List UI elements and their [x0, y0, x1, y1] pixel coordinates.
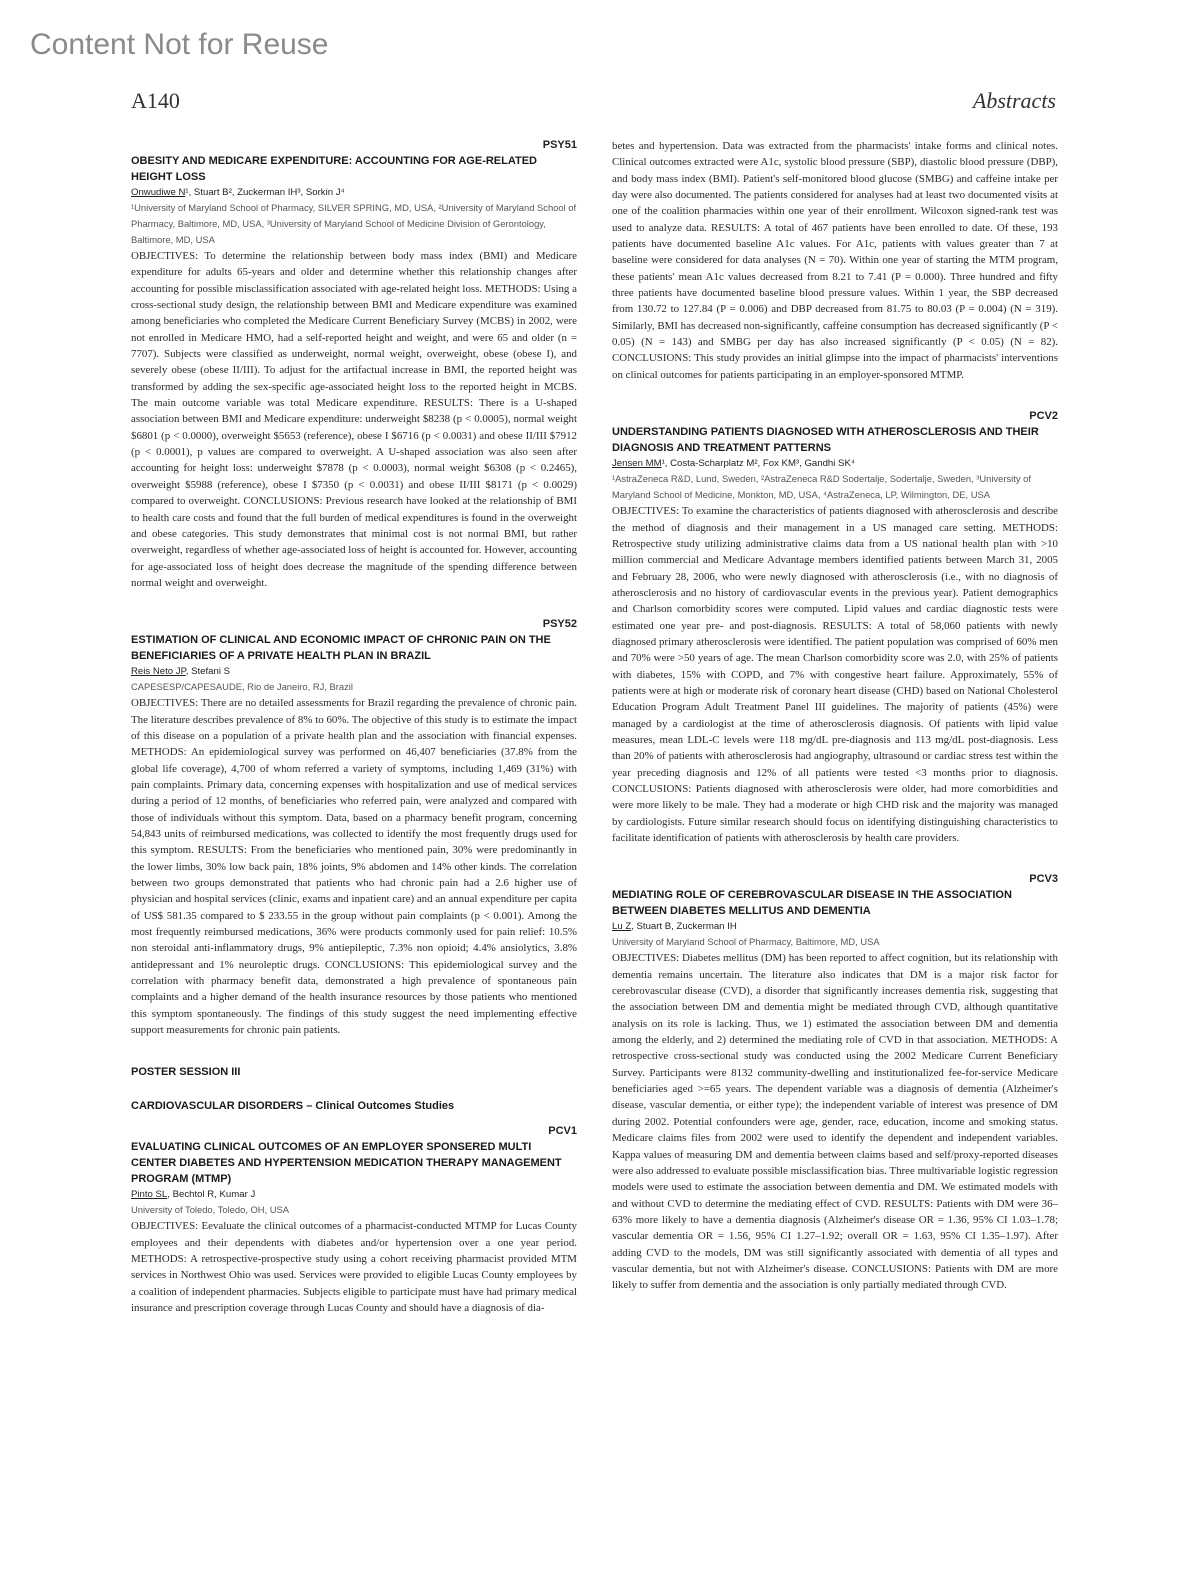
co-authors: ¹, Stuart B², Zuckerman IH³, Sorkin J⁴	[185, 187, 345, 198]
co-authors: ¹, Costa-Scharplatz M², Fox KM³, Gandhi SK⁴	[661, 458, 855, 470]
left-column	[131, 138, 577, 1317]
co-authors: , Stefani S	[185, 666, 231, 678]
abstract-body: OBJECTIVES: There are no detailed assessments for Brazil regarding the prevalence of chronic pain. The literature describes prevalence of 8% to 60%. The objective of this study is to estimate the impact of this disease on a population of a private health plan and the association with financial expenses. METHODS: An epidemiological survey was performed on 46,407 beneficiaries (37.8% from the global life coverage), 4,700 of whom referred a variety of symptoms, including 1,469 (31%) with pain complaints. Primary data, concerning expenses with hospitalization and use of medical services during a period of 12 months, of beneficiaries who referred pain, were analyzed and compared with those of individuals without this symptom. Data, based on a pharmacy benefit program, concerning 54,843 units of reimbursed medications, was collected to identify the most frequently drugs used for this symptom. RESULTS: From the beneficiaries who mentioned pain, 30% were predominantly in the lower limbs, 30% low back pain, 18% joints, 9% abdomen and 14% other kinds. The correlation between two groups demonstrated that patients who had chronic pain had a 2.6 higher use of physician and hospital services (clinic, exams and inpatient care) and an annual expenditure per capita of US$ 581.35 compared to $ 233.55 in the group without pain complaints (p < 0.001). Among the most frequently reimbursed medications, 36% were products commonly used for pain relief: 10.5% non steroidal anti-inflammatory drugs, 9% antiepileptic, 7.3% non opioid; 4.4% ansiolytics, 3.8% antidepressant and 1% neuroleptic drugs. CONCLUSIONS: This epidemiological survey and the correlation with pharmacy benefit data, demonstrated a high prevalence of spontaneous pain complaints and a higher demand of the health insurance resources by those patients who mentioned this symptom spontaneously. The findings of this study suggest the need implementing effective support measurements for chronic pain patients.	[131, 697, 577, 1037]
abstract-body: OBJECTIVES: To examine the characteristics of patients diagnosed with atherosclerosis and describe the method of diagnosis and their management in a US managed care setting. METHODS: Retrospective study utilizing administrative claims data from a US national health plan with >10 million commercial and Medicare Advantage members identified patients between March 31, 2005 and February 28, 2006, who were newly diagnosed with atherosclerosis (i.e., with no diagnosis of atherosclerosis and no history of cardiovascular events in the previous year). Patient demographics and Charlson comorbidity scores were computed. Lipid values and cardiac diagnostic tests were estimated one year pre- and post-diagnosis. RESULTS: A total of 58,060 patients with newly diagnosed primary atherosclerosis were identified. The patient population was comprised of 60% men and 70% were >50 years of age. The mean Charlson comorbidity score was 2.0, with 25% of patients with diabetes, 15% with COPD, and 7% with congestive heart failure. Approximately, 55% of patients were at high or moderate risk of coronary heart disease (CHD) based on National Cholesterol Education Program Adult Treatment Panel III guidelines. The majority of patients (45%) were managed by a cardiologist at the time of atherosclerosis diagnosis. Of patients with lipid value measures, mean LDL-C levels were 118 mg/dL pre-diagnosis and 113 mg/dL post-diagnosis. Less than 20% of patients with atherosclerosis had angiography, ultrasound or cardiac stress test within the year preceding diagnosis and 12% of all patients were tested <3 months prior to diagnosis. CONCLUSIONS: Patients diagnosed with atherosclerosis were older, had more comorbidities and were more likely to be male. They had a moderate or high CHD risk and the majority was managed by cardiologists. Future similar research should focus on identifying distinguishing characteristics to facilitate identification of patients with atherosclerosis by health care providers.	[612, 505, 1058, 845]
abstract-psy52	[131, 617, 577, 1038]
abstract-authors	[612, 456, 1058, 471]
session-heading: POSTER SESSION III	[131, 1066, 241, 1079]
abstract-code: PCV3	[1029, 873, 1058, 886]
abstract-affiliations: University of Toledo, Toledo, OH, USA	[131, 1204, 290, 1216]
abstract-title: OBESITY AND MEDICARE EXPENDITURE: ACCOUNTING FOR AGE-RELATED HEIGHT LOSS	[131, 155, 537, 183]
abstract-code: PCV1	[548, 1125, 577, 1138]
abstract-body: OBJECTIVES: Diabetes mellitus (DM) has been reported to affect cognition, but its relationship with dementia remains uncertain. The literature also indicates that DM is a major risk factor for cerebrovascular disease (CVD), a disorder that significantly increases dementia risk, suggesting that the association between DM and dementia might be mediated through CVD, although quantitative analysis on its role is lacking. Thus, we 1) estimated the association between DM and dementia among the elderly, and 2) determined the mediating role of CVD in that association. METHODS: A retrospective cross-sectional study was conducted using the 2002 Medicare Current Beneficiary Survey. Participants were 8132 community-dwelling and institutionalized fee-for-service Medicare beneficiaries aged >=65 years. The dependent variable was a diagnosis of dementia (Alzheimer's disease, vascular dementia, or either type); the independent variable of interest was presence of DM during 2002. Potential confounders were age, gender, race, education, income and smoking status. Medicare claims files from 2002 were used to identify the dependent and independent variables. Kappa values of measuring DM and dementia between claims based and self/proxy-reported diseases were also addressed to evaluate possible misclassification bias. Three multivariable logistic regression models were used to estimate the association between dementia and DM. We estimated models with and without CVD to determine the mediating effect of CVD. RESULTS: Patients with DM were 36–63% more likely to have a dementia diagnosis (Alzheimer's disease OR = 1.36, 95% CI 1.03–1.78; vascular dementia OR = 1.56, 95% CI 1.27–1.92; overall OR = 1.63, 95% CI 1.35–1.97). After adding CVD to the models, DM was still significantly associated with dementia of all types and vascular dementia, but not with Alzheimer's disease. CONCLUSIONS: Patients with DM are more likely to suffer from dementia and the association is only partially mediated through CVD.	[612, 952, 1058, 1292]
presenting-author: Onwudiwe N	[131, 187, 186, 198]
abstract-title: EVALUATING CLINICAL OUTCOMES OF AN EMPLOYER SPONSERED MULTI CENTER DIABETES AND HYPERTENSION MEDICATION THERAPY MANAGEMENT PROGRAM (MTMP)	[131, 1141, 562, 1186]
abstract-code: PCV2	[1029, 410, 1058, 423]
abstract-pcv3	[612, 872, 1058, 1293]
co-authors: , Stuart B, Zuckerman IH	[631, 921, 737, 933]
abstract-title: ESTIMATION OF CLINICAL AND ECONOMIC IMPACT OF CHRONIC PAIN ON THE BENEFICIARIES OF A PRIVATE HEALTH PLAN IN BRAZIL	[131, 634, 551, 663]
abstract-pcv1	[131, 1124, 577, 1316]
category-heading: CARDIOVASCULAR DISORDERS – Clinical Outcomes Studies	[131, 1100, 455, 1113]
abstract-body: OBJECTIVES: Eevaluate the clinical outcomes of a pharmacist-conducted MTMP for Lucas County employees and their dependents with diabetes and/or hypertension over a one year period. METHODS: A retrospective-prospective study using a cohort receiving pharmacist provided MTM services in Northwest Ohio was used. Services were provided to eligible Lucas County employees by a coalition of independent pharmacies. Subjects eligible to participate must have had primary medical insurance and prescription coverage through Lucas County and should have a diagnosis of dia-	[131, 1220, 577, 1315]
page-number: A140	[131, 88, 180, 113]
presenting-author: Lu Z	[612, 921, 632, 933]
abstract-authors	[131, 664, 577, 679]
abstract-title: MEDIATING ROLE OF CEREBROVASCULAR DISEASE IN THE ASSOCIATION BETWEEN DIABETES MELLITUS AND DEMENTIA	[612, 889, 1012, 918]
abstract-body: OBJECTIVES: To determine the relationship between body mass index (BMI) and Medicare expenditure for adults 65-years and older and determine whether this relationship changes after accounting for possible misclassification associated with age-related height loss. METHODS: Using a cross-sectional study design, the relationship between BMI and Medicare expenditure was examined among beneficiaries who completed the Medicare Current Beneficiary Survey (MCBS) in 2002, were not enrolled in Medicare HMO, had a self-reported height and weight, and were 65 and older (n = 7707). Subjects were classified as underweight, normal weight, overweight, obese (obese I), and severely obese (obese II/III). To adjust for the artifactual increase in BMI, the reported height was transformed by adding the sex-specific age-associated height loss to the reported height in MCBS. The main outcome variable was total Medicare expenditure. RESULTS: There is a U-shaped association between BMI and Medicare expenditure: underweight $8238 (p < 0.0005), normal weight $6801 (p < 0.0000), overweight $5653 (reference), obese I $6716 (p < 0.0031) and obese II/III $7912 (p < 0.0001), p values are compared to overweight. A U-shaped association was also seen after accounting for height loss: underweight $7878 (p < 0.0003), normal weight $6308 (p < 0.2465), overweight $5988 (reference), obese I $7350 (p < 0.0031) and obese II/III $8171 (p < 0.0029) compared to overweight. CONCLUSIONS: Previous research have looked at the relationship of BMI to health care costs and found that the full burden of medical expenditures is found in the overweight and obese categories. This study demonstrates that minimal cost is not normal BMI, but rather overweight, regardless of whether age-associated loss of height is accounted for. However, accounting for age-associated loss of height does decrease the magnitude of the spending difference between normal weight and overweight.	[131, 250, 577, 589]
abstract-authors	[131, 185, 577, 200]
presenting-author: Jensen MM	[612, 458, 662, 470]
abstract-title: UNDERSTANDING PATIENTS DIAGNOSED WITH ATHEROSCLEROSIS AND THEIR DIAGNOSIS AND TREATMENT PATTERNS	[612, 426, 1039, 455]
abstract-affiliations: University of Maryland School of Pharmacy, Baltimore, MD, USA	[612, 936, 880, 948]
abstract-affiliations: ¹University of Maryland School of Pharmacy, SILVER SPRING, MD, USA, ²University of Maryland School of Pharmacy, Baltimore, MD, USA, ³University of Maryland School of Medicine Division of Gerontology, Baltimore, MD, USA	[131, 202, 577, 245]
abstract-pcv2	[612, 409, 1058, 846]
abstract-authors	[612, 919, 1058, 934]
right-column	[612, 138, 1058, 1320]
abstract-code: PSY51	[542, 139, 577, 151]
abstract-pcv1-continued	[612, 138, 1058, 383]
co-authors: , Bechtol R, Kumar J	[167, 1189, 256, 1201]
abstract-affiliations: ¹AstraZeneca R&D, Lund, Sweden, ²AstraZeneca R&D Sodertalje, Sodertalje, Sweden, ³University of Maryland School of Medicine, Monkton, MD, USA, ⁴AstraZeneca, LP, Wilmington, DE, USA	[612, 473, 1031, 501]
presenting-author: Reis Neto JP	[131, 666, 186, 678]
abstract-body: betes and hypertension. Data was extracted from the pharmacists' intake forms and clinical notes. Clinical outcomes extracted were A1c, systolic blood pressure (SBP), diastolic blood pressure (DBP), and body mass index (BMI). Patient's self-monitored blood glucose (SMBG) and caffeine intake per day were also documented. The patients considered for analyses had at least two documented visits at one of the coalition pharmacies within one year of their enrollment. Wilcoxon signed-rank test was used to analyze data. RESULTS: A total of 467 patients have been enrolled to date. Of these, 193 patients have documented baseline A1c values. For A1c, patients with values greater than 7 at baseline were considered for data analyses (N = 70). Within one year of starting the MTM program, these patients' mean A1c values decreased from 8.21 to 7.41 (P = 0.000). Three hundred and fifty three patients have documented baseline blood pressure values. Within 1 year, the SBP decreased from 130.72 to 127.84 (P = 0.006) and DBP decreased from 81.75 to 80.03 (P = 0.004) (N = 319). Similarly, BMI has decreased non-significantly, caffeine consumption has decreased significantly (P < 0.05) (N = 143) and SMBG per day has also increased significantly (P < 0.05) (N = 82). CONCLUSIONS: This study provides an initial glimpse into the impact of pharmacists' interventions on clinical outcomes for patients participating in an employer-sponsored MTMP.	[612, 140, 1058, 381]
abstract-psy51	[131, 138, 577, 591]
abstract-code: PSY52	[542, 618, 577, 631]
presenting-author: Pinto SL	[131, 1189, 168, 1201]
journal-title: Abstracts	[972, 88, 1056, 113]
abstract-affiliations: CAPESESP/CAPESAUDE, Rio de Janeiro, RJ, Brazil	[131, 681, 353, 693]
watermark: Content Not for Reuse	[30, 28, 329, 61]
abstract-authors	[131, 1187, 577, 1202]
